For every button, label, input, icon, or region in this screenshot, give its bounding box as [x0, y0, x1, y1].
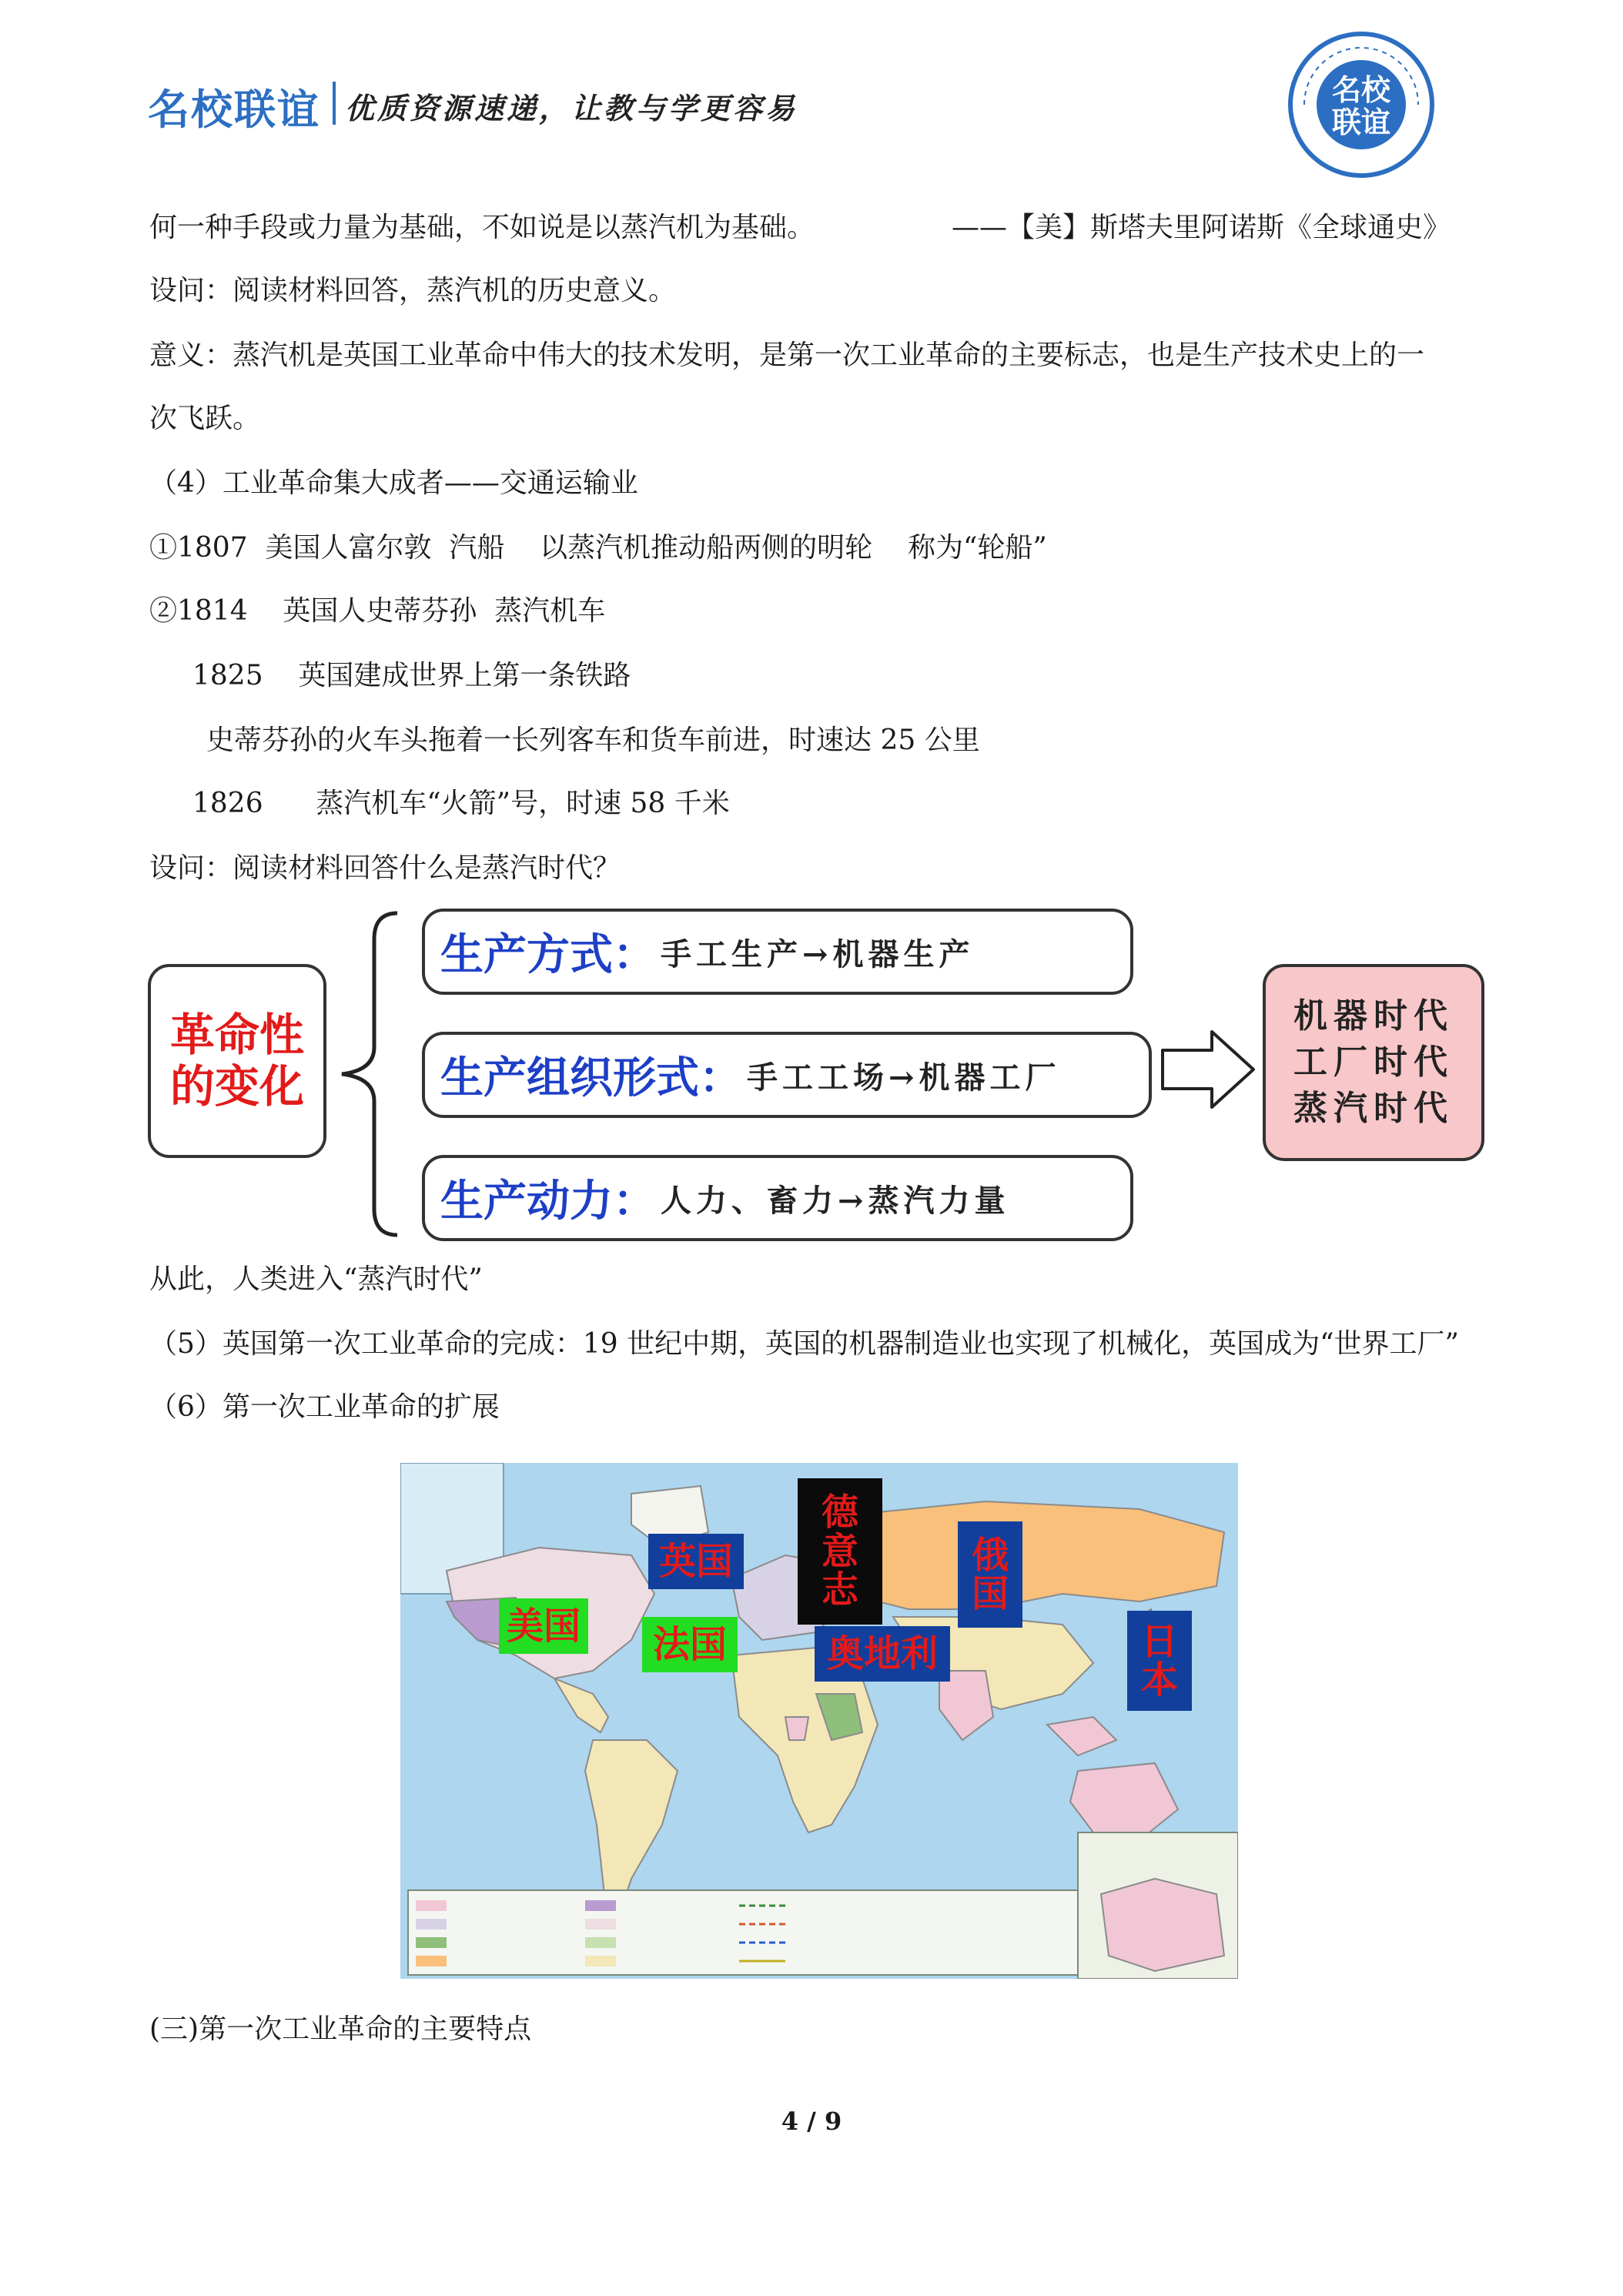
page-number: 4 / 9	[781, 2107, 842, 2136]
map-label-japan: 日 本	[1127, 1611, 1192, 1711]
seal-center-bottom: 联谊	[1331, 105, 1391, 139]
brand-slogan: 优质资源速递，让教与学更容易	[345, 91, 798, 126]
brand-divider	[333, 82, 336, 125]
result-item: 蒸汽时代	[1293, 1089, 1454, 1128]
quote-text: 何一种手段或力量为基础，不如说是以蒸汽机为基础。	[149, 212, 815, 243]
diagram-row-power	[422, 1155, 1133, 1241]
diagram-row-organization	[422, 1032, 1152, 1118]
result-item: 工厂时代	[1293, 1043, 1454, 1082]
row-key: 生产动力：	[440, 1176, 656, 1227]
result-item: 机器时代	[1293, 996, 1454, 1036]
question-2: 设问：阅读材料回答什么是蒸汽时代？	[149, 852, 621, 884]
map-label-germany: 德 意 志	[798, 1478, 882, 1625]
row-key: 生产组织形式：	[440, 1053, 742, 1103]
diagram-left-label: 革命性 的变化	[169, 1009, 304, 1113]
question-1: 设问：阅读材料回答，蒸汽机的历史意义。	[149, 275, 677, 306]
list-item-speed: 史蒂芬孙的火车头拖着一长列客车和货车前进，时速达 25 公里	[206, 725, 980, 756]
result-list	[1293, 993, 1454, 1132]
list-item-railway: 1825 英国建成世界上第一条铁路	[192, 660, 631, 691]
section-heading-3: (三)第一次工业革命的主要特点	[149, 2013, 532, 2045]
right-arrow-icon	[1158, 1027, 1258, 1112]
conclusion-line: 从此，人类进入“蒸汽时代”	[149, 1263, 483, 1295]
list-item-steamboat: ①1807 美国人富尔敦 汽船 以蒸汽机推动船两侧的明轮 称为“轮船”	[149, 532, 1047, 564]
diagram-brace	[336, 909, 420, 1240]
row-value: 手工工场→机器工厂	[747, 1059, 1061, 1096]
diagram-result-box	[1263, 964, 1484, 1161]
diagram-row-production-mode	[422, 909, 1133, 995]
answer-line-2: 次飞跃。	[149, 403, 261, 434]
seal-center-top: 名校	[1331, 73, 1391, 107]
row-value: 手工生产→机器生产	[661, 935, 975, 972]
list-item-rocket: 1826 蒸汽机车“火箭”号，时速 58 千米	[192, 788, 730, 819]
map-label-uk: 英国	[648, 1534, 744, 1589]
section-heading-5: （5）英国第一次工业革命的完成：19 世纪中期，英国的机器制造业也实现了机械化，英国成为“世界工厂”	[149, 1328, 1459, 1360]
section-heading-6: （6）第一次工业革命的扩展	[149, 1391, 500, 1423]
list-item-locomotive: ②1814 英国人史蒂芬孙 蒸汽机车	[149, 595, 606, 627]
row-value: 人力、畜力→蒸汽力量	[661, 1182, 1010, 1219]
world-map-image	[400, 1463, 1238, 1979]
school-seal-icon	[1287, 31, 1435, 179]
map-label-france: 法国	[642, 1617, 738, 1672]
row-key: 生产方式：	[440, 930, 656, 980]
brand-logo-text: 名校联谊	[148, 85, 320, 134]
map-label-russia: 俄 国	[958, 1521, 1022, 1628]
quote-source: ——【美】斯塔夫里阿诺斯《全球通史》	[952, 212, 1451, 243]
map-label-austria: 奥地利	[815, 1626, 950, 1682]
diagram-revolutionary-change	[148, 964, 326, 1158]
answer-line-1: 意义：蒸汽机是英国工业革命中伟大的技术发明，是第一次工业革命的主要标志，也是生产技术史上的一	[149, 340, 1425, 371]
section-heading-4: （4）工业革命集大成者——交通运输业	[149, 467, 638, 499]
map-label-usa: 美国	[499, 1598, 588, 1654]
